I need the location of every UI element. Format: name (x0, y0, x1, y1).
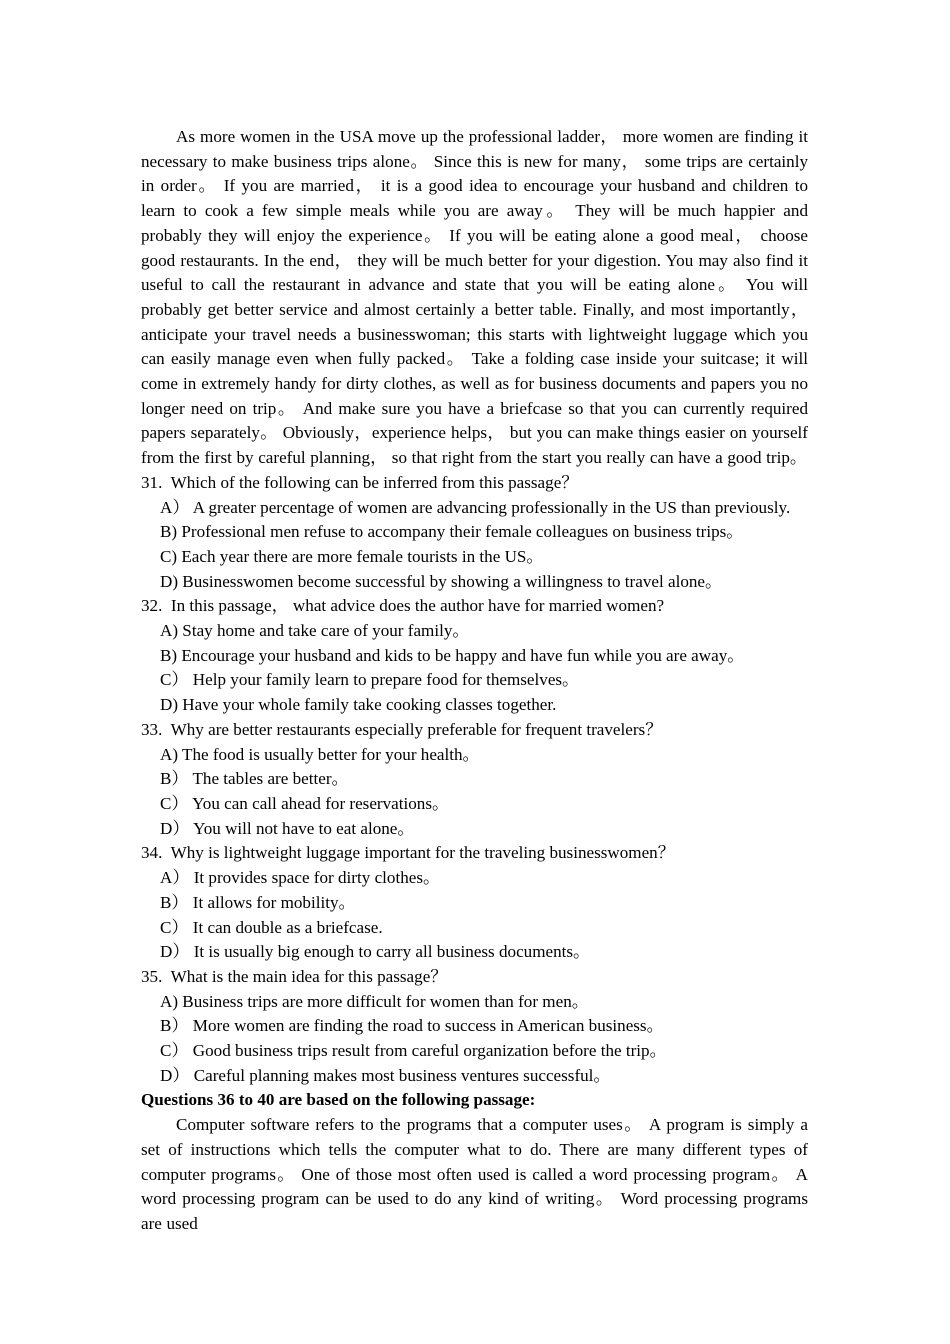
question-35-text: What is the main idea for this passage？ (170, 966, 448, 986)
question-block-32 (141, 594, 808, 718)
question-31-stem (141, 471, 808, 496)
question-35-number: 35. (141, 966, 163, 986)
question-32-number: 32. (141, 596, 163, 616)
question-32-option-c[interactable]: C） Help your family learn to prepare food for themselves。 (160, 670, 580, 690)
question-block-35 (141, 965, 808, 1089)
question-31-option-a[interactable]: A） A greater percentage of women are advancing professionally in the US than previously. (160, 497, 791, 517)
question-35-option-d[interactable]: D） Careful planning makes most business ventures successful。 (160, 1065, 611, 1085)
question-35-option-b[interactable]: B） More women are finding the road to success in American business。 (160, 1016, 664, 1036)
question-block-34 (141, 841, 808, 965)
question-34-option-b[interactable]: B） It allows for mobility。 (160, 892, 356, 912)
question-32-option-a[interactable]: A) Stay home and take care of your family。 (160, 621, 470, 641)
question-34-option-a[interactable]: A） It provides space for dirty clothes。 (160, 868, 441, 888)
question-34-option-d[interactable]: D） It is usually big enough to carry all business documents。 (160, 942, 591, 962)
question-34-text: Why is lightweight luggage important for the traveling businesswomen？ (170, 843, 675, 863)
question-32-option-b[interactable]: B) Encourage your husband and kids to be happy and have fun while you are away。 (160, 645, 745, 665)
question-33-text: Why are better restaurants especially preferable for frequent travelers？ (170, 719, 663, 739)
question-35-option-c[interactable]: C） Good business trips result from careful organization before the trip。 (160, 1041, 667, 1061)
question-33-option-b[interactable]: B） The tables are better。 (160, 769, 349, 789)
question-33-stem (141, 718, 808, 743)
question-33-option-d[interactable]: D） You will not have to eat alone。 (160, 818, 415, 838)
question-34-option-c[interactable]: C） It can double as a briefcase. (160, 917, 383, 937)
question-35-option-a[interactable]: A) Business trips are more difficult for women than for men。 (160, 991, 589, 1011)
question-32-stem (141, 594, 808, 619)
question-31-option-c[interactable]: C) Each year there are more female tourists in the US。 (160, 546, 544, 566)
question-32-text: In this passage， what advice does the author have for married women? (170, 596, 665, 616)
question-31-text: Which of the following can be inferred from this passage？ (170, 472, 579, 492)
question-33-option-a[interactable]: A) The food is usually better for your health。 (160, 744, 480, 764)
document-page (141, 125, 808, 1237)
question-33-number: 33. (141, 719, 163, 739)
question-33-option-c[interactable]: C） You can call ahead for reservations。 (160, 793, 450, 813)
question-34-stem (141, 841, 808, 866)
passage-1-paragraph: As more women in the USA move up the professional ladder， more women are finding it necessary to make business trips alone。 Since this is new for many， some trips are certainly in order。 If you are married， it is a good idea to encourage your husband and children to learn to cook a few simple meals while you are away。 They will be much happier and probably they will enjoy the experience。 If you will be eating alone a good meal， choose good restaurants. In the end， they will be much better for your digestion. You may also find it useful to call the restaurant in advance and state that you will be eating alone。 You will probably get better service and almost certainly a better table. Finally, and most importantly， anticipate your travel needs a businesswoman; this starts with lightweight luggage which you can easily manage even when fully packed。 Take a folding case inside your suitcase; it will come in extremely handy for dirty clothes, as well as for business documents and papers you no longer need on trip。 And make sure you have a briefcase so that you can currently required papers separately。 Obviously，experience helps， but you can make things easier on yourself from the first by careful planning， so that right from the start you really can have a good trip。 (141, 127, 808, 468)
question-35-stem (141, 965, 808, 990)
question-block-33 (141, 718, 808, 842)
question-block-31 (141, 471, 808, 595)
question-32-option-d[interactable]: D) Have your whole family take cooking classes together. (160, 695, 557, 715)
question-31-number: 31. (141, 472, 163, 492)
passage-2-heading: Questions 36 to 40 are based on the following passage: (141, 1090, 536, 1110)
passage-2-paragraph: Computer software refers to the programs that a computer uses。 A program is simply a set of instructions which tells the computer what to do. There are many different types of computer programs。 One of those most often used is called a word processing program。 A word processing program can be used to do any kind of writing。 Word processing programs are used (141, 1115, 808, 1233)
question-31-option-b[interactable]: B) Professional men refuse to accompany their female colleagues on business trips。 (160, 522, 744, 542)
question-31-option-d[interactable]: D) Businesswomen become successful by showing a willingness to travel alone。 (160, 571, 723, 591)
question-34-number: 34. (141, 843, 163, 863)
